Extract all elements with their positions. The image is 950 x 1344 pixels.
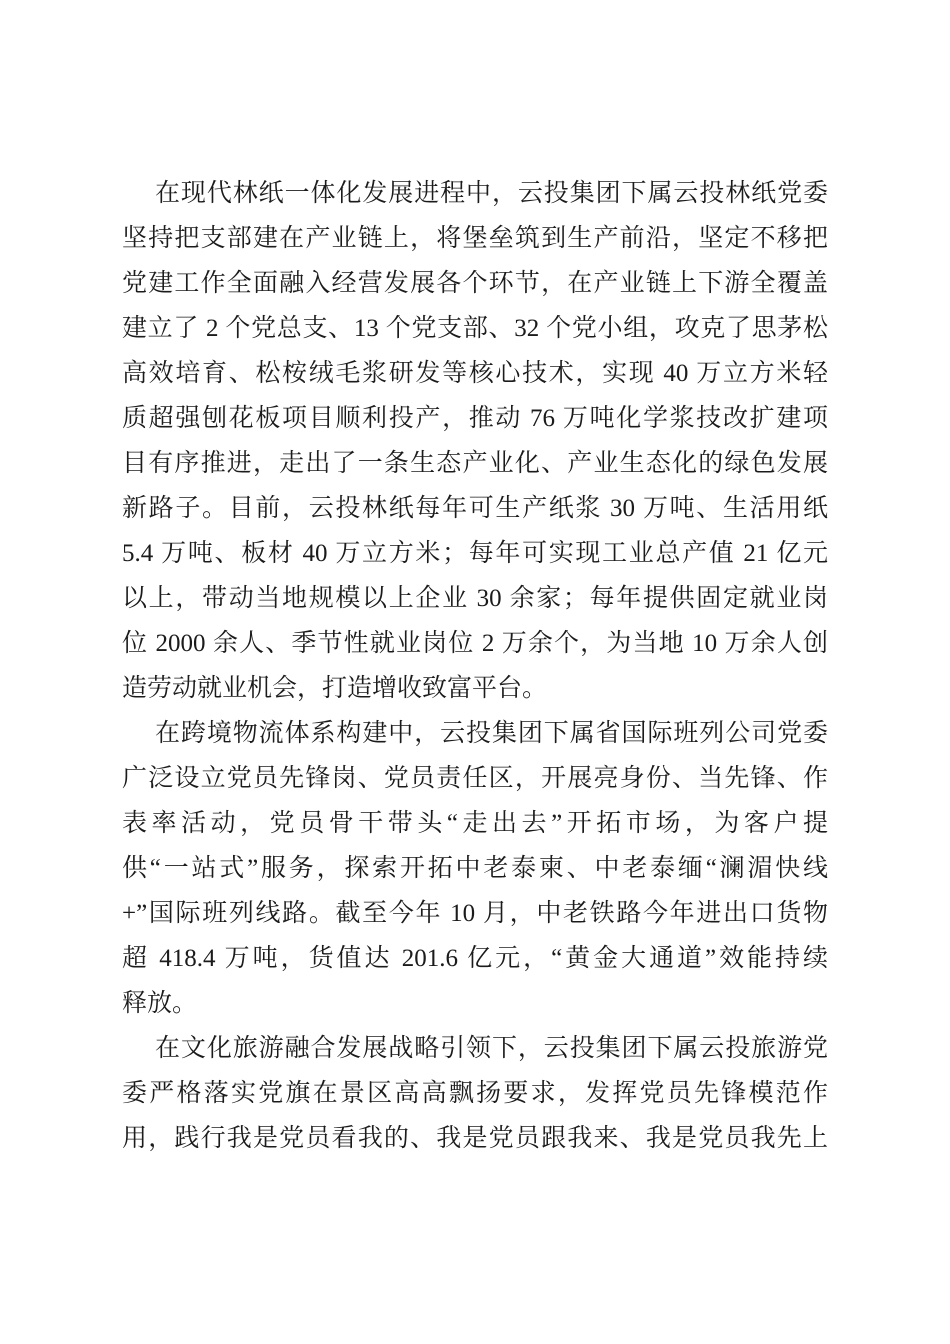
text-line: 在跨境物流体系构建中，云投集团下属省国际班列公司党委 <box>155 720 828 747</box>
text-line: 在文化旅游融合发展战略引领下，云投集团下属云投旅游党 <box>155 1035 828 1062</box>
text-line: 新路子。目前，云投林纸每年可生产纸浆 30 万吨、生活用纸 <box>122 495 828 522</box>
text-line: 表率活动，党员骨干带头“走出去”开拓市场，为客户提 <box>122 810 828 837</box>
text-line: 5.4 万吨、板材 40 万立方米；每年可实现工业总产值 21 亿元 <box>122 540 828 567</box>
text-line: 目有序推进，走出了一条生态产业化、产业生态化的绿色发展 <box>122 450 828 477</box>
text-line: 以上，带动当地规模以上企业 30 余家；每年提供固定就业岗 <box>122 585 828 612</box>
paragraph-2 <box>122 711 828 1026</box>
text-line: 高效培育、松桉绒毛浆研发等核心技术，实现 40 万立方米轻 <box>122 360 828 387</box>
text-line: 位 2000 余人、季节性就业岗位 2 万余个，为当地 10 万余人创 <box>122 630 828 657</box>
text-line: 超 418.4 万吨，货值达 201.6 亿元，“黄金大通道”效能持续 <box>122 945 828 972</box>
text-line: 坚持把支部建在产业链上，将堡垒筑到生产前沿，坚定不移把 <box>122 225 828 252</box>
text-line: 广泛设立党员先锋岗、党员责任区，开展亮身份、当先锋、作 <box>122 765 828 792</box>
text-line: 委严格落实党旗在景区高高飘扬要求，发挥党员先锋模范作 <box>122 1080 828 1107</box>
text-line: 造劳动就业机会，打造增收致富平台。 <box>122 675 548 702</box>
text-line: 用，践行我是党员看我的、我是党员跟我来、我是党员我先上 <box>122 1125 828 1152</box>
text-line: +”国际班列线路。截至今年 10 月，中老铁路今年进出口货物 <box>122 900 828 927</box>
text-line: 党建工作全面融入经营发展各个环节，在产业链上下游全覆盖 <box>122 270 828 297</box>
text-line: 质超强刨花板项目顺利投产，推动 76 万吨化学浆技改扩建项 <box>122 405 828 432</box>
paragraph-1 <box>122 171 828 711</box>
text-line: 供“一站式”服务，探索开拓中老泰柬、中老泰缅“澜湄快线 <box>122 855 828 882</box>
text-line: 建立了 2 个党总支、13 个党支部、32 个党小组，攻克了思茅松 <box>122 315 828 342</box>
document-content <box>122 171 828 1161</box>
paragraph-3 <box>122 1026 828 1161</box>
text-line: 在现代林纸一体化发展进程中，云投集团下属云投林纸党委 <box>155 180 828 207</box>
text-line: 释放。 <box>122 990 198 1017</box>
